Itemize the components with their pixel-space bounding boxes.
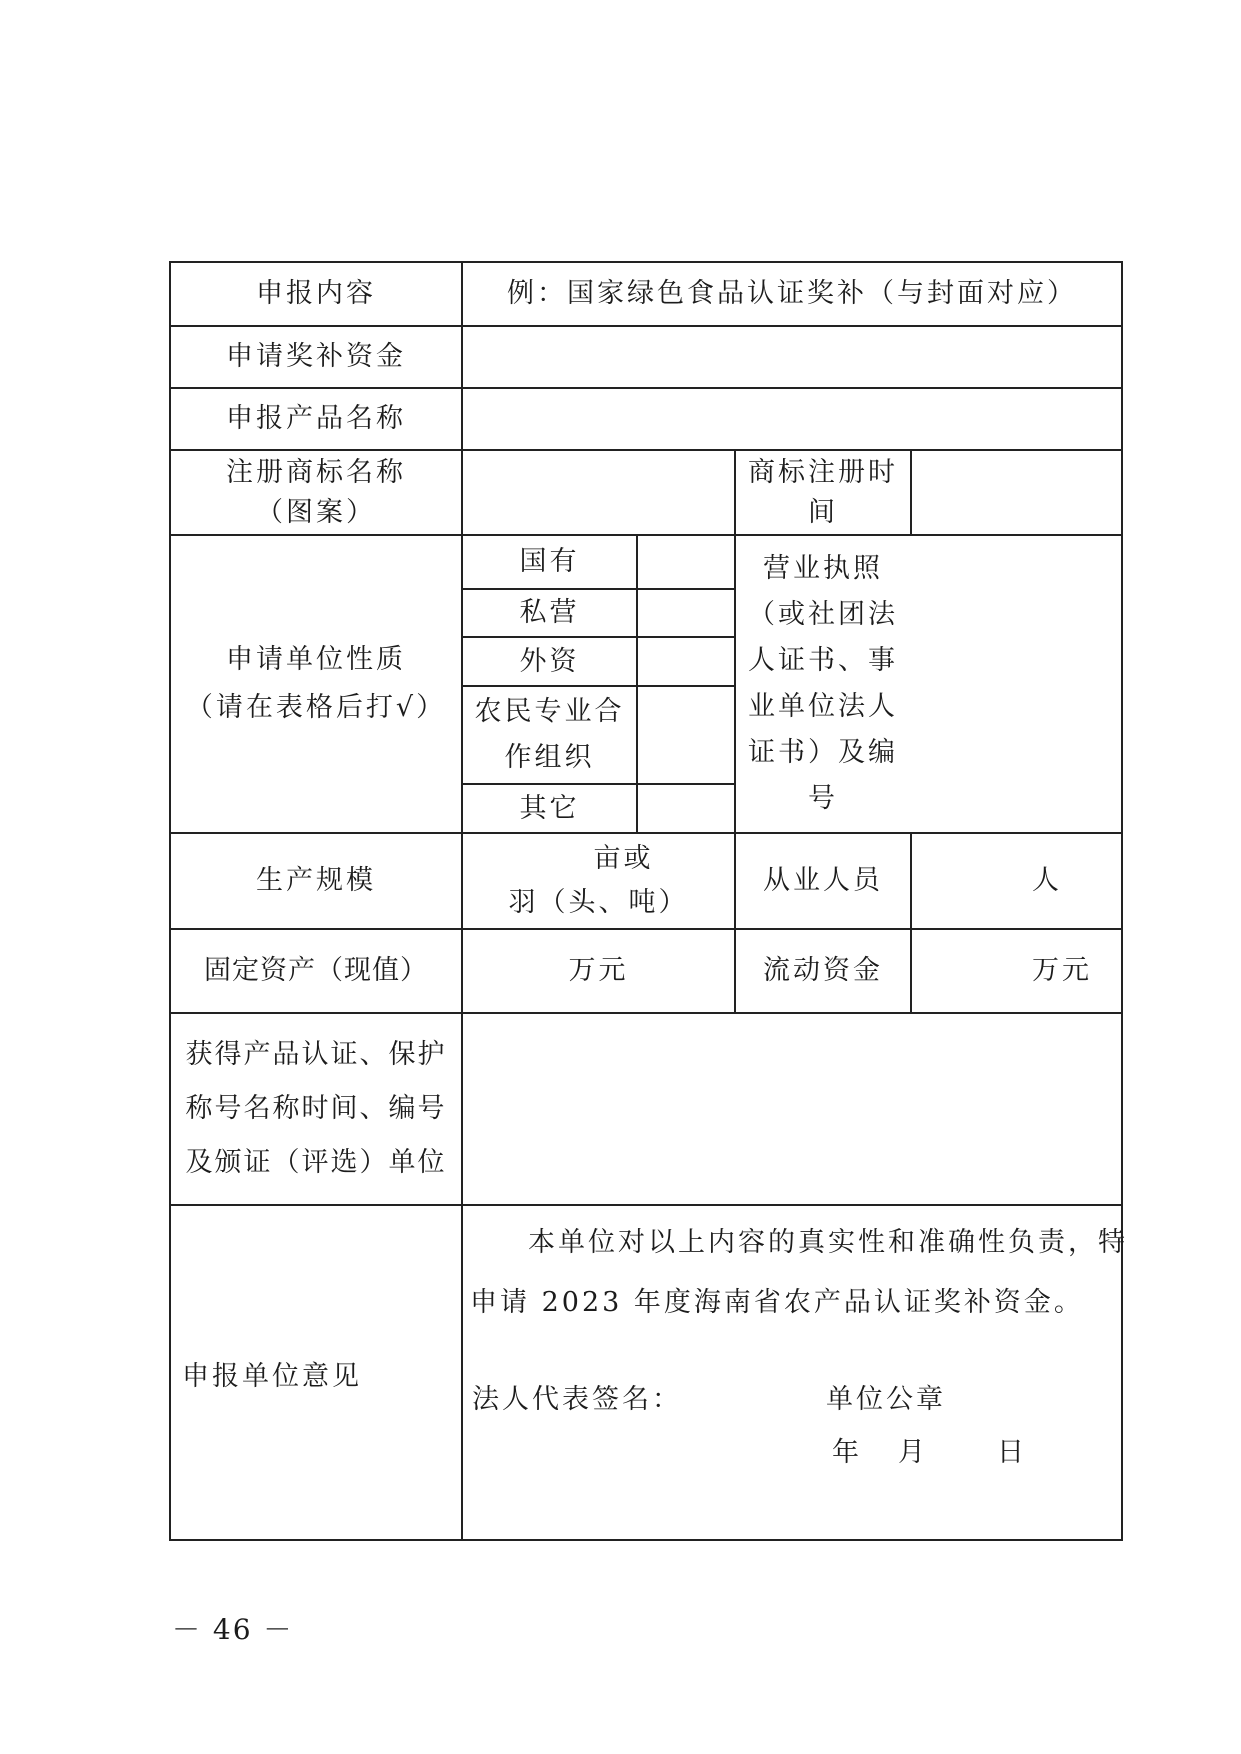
- subsidy-label: 申请奖补资金: [226, 341, 406, 373]
- license-label-line4: 业单位法人: [748, 691, 898, 722]
- fixed-assets-label: 固定资产（现值）: [204, 955, 428, 987]
- license-field[interactable]: [911, 535, 1122, 833]
- scale-field[interactable]: [462, 833, 735, 929]
- fixed-assets-field[interactable]: [462, 929, 735, 1013]
- scale-unit-line2: 羽（头、吨）: [508, 887, 689, 918]
- trademark-label: [170, 450, 462, 535]
- content-value[interactable]: 例：国家绿色食品认证奖补（与封面对应）: [507, 278, 1077, 310]
- reg-time-field[interactable]: [911, 450, 1122, 535]
- page-number: － 46 －: [172, 1613, 294, 1646]
- seal-label: 单位公章: [826, 1384, 946, 1415]
- nature-label: [170, 535, 462, 833]
- license-label-line6: 号: [808, 783, 838, 814]
- license-label-line1: 营业执照: [763, 553, 883, 584]
- staff-field[interactable]: [911, 833, 1122, 929]
- nature-option-state: 国有: [519, 546, 580, 578]
- working-capital-label: 流动资金: [763, 955, 883, 987]
- nature-check-other[interactable]: [637, 784, 735, 833]
- scale-label: 生产规模: [256, 865, 376, 897]
- nature-option-private: 私营: [519, 597, 580, 629]
- cert-label-line3: 及颁证（评选）单位: [185, 1147, 447, 1178]
- product-label: 申报产品名称: [226, 403, 406, 435]
- staff-label: 从业人员: [763, 865, 883, 897]
- cert-label-line1: 获得产品认证、保护: [185, 1039, 447, 1070]
- declaration-text: [470, 1213, 1128, 1333]
- scale-unit-line1: 亩或: [593, 843, 654, 874]
- opinion-label: 申报单位意见: [182, 1361, 362, 1392]
- declaration-line1: 本单位对以上内容的真实性和准确性负责，特: [528, 1227, 1128, 1258]
- nature-check-private[interactable]: [637, 589, 735, 637]
- license-label-line2: （或社团法: [748, 599, 898, 630]
- cert-label-line2: 称号名称时间、编号: [185, 1093, 447, 1124]
- fixed-assets-unit: 万元: [568, 955, 629, 987]
- cert-label: [170, 1013, 462, 1205]
- nature-option-foreign: 外资: [519, 645, 580, 677]
- signature-label: 法人代表签名：: [472, 1384, 682, 1415]
- trademark-field[interactable]: [462, 450, 735, 535]
- declaration-line2: 申请 2023 年度海南省农产品认证奖补资金。: [470, 1287, 1084, 1318]
- content-label: 申报内容: [256, 278, 376, 310]
- staff-unit: 人: [1032, 865, 1062, 897]
- trademark-label-line2: （图案）: [256, 496, 376, 528]
- nature-option-other: 其它: [519, 792, 580, 824]
- nature-label-line2: （请在表格后打√）: [185, 692, 447, 723]
- reg-time-label-line2: 间: [808, 496, 838, 528]
- nature-check-coop[interactable]: [637, 686, 735, 784]
- reg-time-label: [735, 450, 911, 535]
- nature-check-state[interactable]: [637, 535, 735, 589]
- license-label: [735, 535, 911, 833]
- cert-field[interactable]: [462, 1013, 1122, 1205]
- nature-label-line1: 申请单位性质: [226, 644, 406, 675]
- date-label: 年 月 日: [832, 1437, 1030, 1468]
- working-capital-field[interactable]: [911, 929, 1122, 1013]
- product-field[interactable]: [462, 388, 1122, 450]
- reg-time-label-line1: 商标注册时: [748, 456, 898, 488]
- working-capital-unit: 万元: [1032, 955, 1092, 987]
- subsidy-field[interactable]: [462, 326, 1122, 388]
- nature-option-coop-line2: 作组织: [504, 742, 595, 773]
- nature-option-coop-line1: 农民专业合: [474, 696, 625, 727]
- license-label-line3: 人证书、事: [748, 645, 898, 676]
- license-label-line5: 证书）及编: [748, 737, 898, 768]
- trademark-label-line1: 注册商标名称: [226, 456, 406, 488]
- nature-check-foreign[interactable]: [637, 637, 735, 686]
- nature-option-coop: [462, 686, 637, 784]
